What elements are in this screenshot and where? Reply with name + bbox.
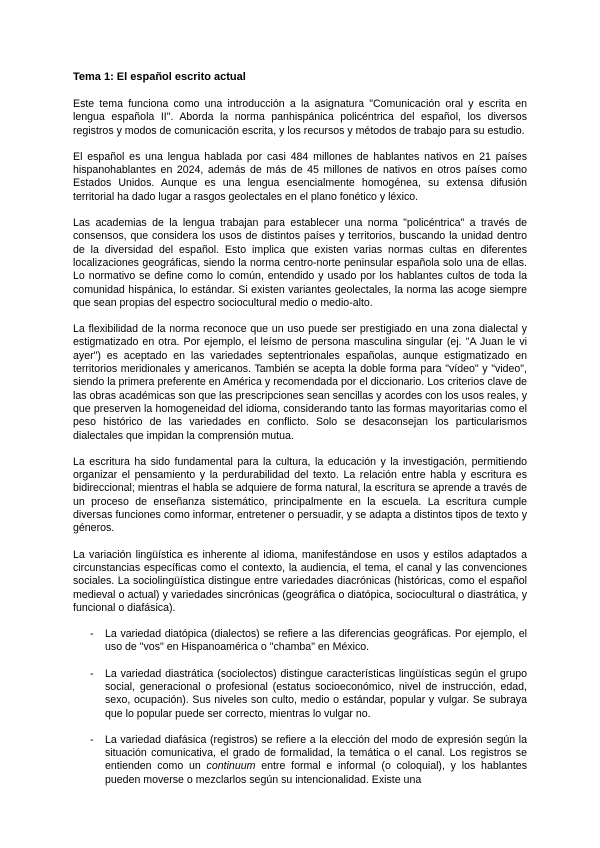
paragraph-writing: La escritura ha sido fundamental para la cultura, la educación y la investigación, permitiendo organizar el pensamiento y la perdurabilidad del texto. La relación entre habla y escritura es bidireccional; mientras el habla se adquiere de forma natural, la escritura se aprende a través de un proceso de enseñanza sistemático, principalmente en la escuela. La escritura cumple diversas funciones como informar, entretener o persuadir, y se adapta a distintos tipos de texto y géneros. [73, 455, 527, 535]
paragraph-introduction: Este tema funciona como una introducción a la asignatura "Comunicación oral y escrita en lengua española II". Aborda la norma panhispánica policéntrica del español, los diversos registros y modos de comunicación escrita, y los recursos y métodos de trabajo para su estudio. [73, 98, 527, 137]
list-item-diatopic [73, 628, 527, 655]
list-dash: - [90, 628, 94, 641]
list-item-text-before: La variedad diafásica (registros) se refiere a la elección del modo de expresión según la situación comunicativa, el grado de formalidad, la temática o el canal. Los registros se entienden como un [105, 733, 527, 773]
paragraph-speakers: El español es una lengua hablada por casi 484 millones de hablantes nativos en 21 países hispanohablantes en 2024, además de más de 45 millones de nativos en otros países como Estados Unidos. Aunque es una lengua esencialmente homogénea, su extensa difusión territorial ha dado lugar a rasgos geolectales en el plano fonético y léxico. [73, 150, 527, 203]
list-item-emphasis: continuum [206, 760, 256, 773]
document-title: Tema 1: El español escrito actual [73, 71, 246, 83]
list-item-diaphasic [73, 734, 527, 787]
paragraph-norm-flexibility: La flexibilidad de la norma reconoce que un uso puede ser prestigiado en una zona dialectal y estigmatizado en otra. Por ejemplo, el leísmo de persona masculina singular (ej. "A Juan le vi ayer") es aceptado en las variedades septentrionales españolas, aunque estigmatizado en territorios meridionales y americanos. También se acepta la doble forma para "vídeo" y "video", siendo la primera preferente en América y recomendada por el diccionario. Los criterios clave de las obras académicas son que las prescripciones sean sencillas y acordes con los usos reales, y que preserven la homogeneidad del idioma, considerando tanto las formas mayoritarias como el peso histórico de las variedades en conflicto. Solo se desaconsejan los particularismos dialectales que impidan la comprensión mutua. [73, 323, 527, 442]
paragraph-polycentric-norm: Las academias de la lengua trabajan para establecer una norma "policéntrica" a través de consensos, que considera los usos de distintos países y territorios, buscando la unidad dentro de la diversidad del español. Esto implica que existen varias normas cultas en diferentes localizaciones geográficas, siendo la norma centro-norte peninsular española solo una de ellas. Lo normativo se define como lo común, entendido y usado por los hablantes cultos de toda la comunidad hispánica, lo estándar. Si existen variantes geolectales, la norma las acoge siempre que sean propias del espectro sociocultural medio o medio-alto. [73, 217, 527, 309]
list-item-text: La variedad diastrática (sociolectos) distingue características lingüísticas según el grupo social, generacional o profesional (estatus socioeconómico, nivel de instrucción, edad, sexo, ocupación). Sus niveles son culto, medio o estándar, popular y vulgar. Se subraya que lo popular puede ser correcto, mientras lo vulgar no. [105, 667, 527, 720]
variety-list [73, 628, 527, 787]
list-item-diastratic [73, 668, 527, 721]
paragraph-linguistic-variation: La variación lingüística es inherente al idioma, manifestándose en usos y estilos adaptados a circunstancias específicas como el contexto, la audiencia, el tema, el canal y las convenciones sociales. La sociolingüística distingue entre variedades diacrónicas (históricas, como el español medieval o actual) y variedades sincrónicas (geográfica o diatópica, sociocultural o diastrática, y funcional o diafásica). [73, 548, 527, 614]
list-dash: - [90, 733, 94, 746]
list-dash: - [90, 667, 94, 680]
list-item-text-after: entre formal e informal (o coloquial), y los hablantes pueden moverse o mezclarlos según su intencionalidad. Existe una [105, 760, 527, 786]
list-item-text: La variedad diatópica (dialectos) se refiere a las diferencias geográficas. Por ejemplo, el uso de "vos" en Hispanoamérica o "chamba" en México. [105, 628, 527, 654]
